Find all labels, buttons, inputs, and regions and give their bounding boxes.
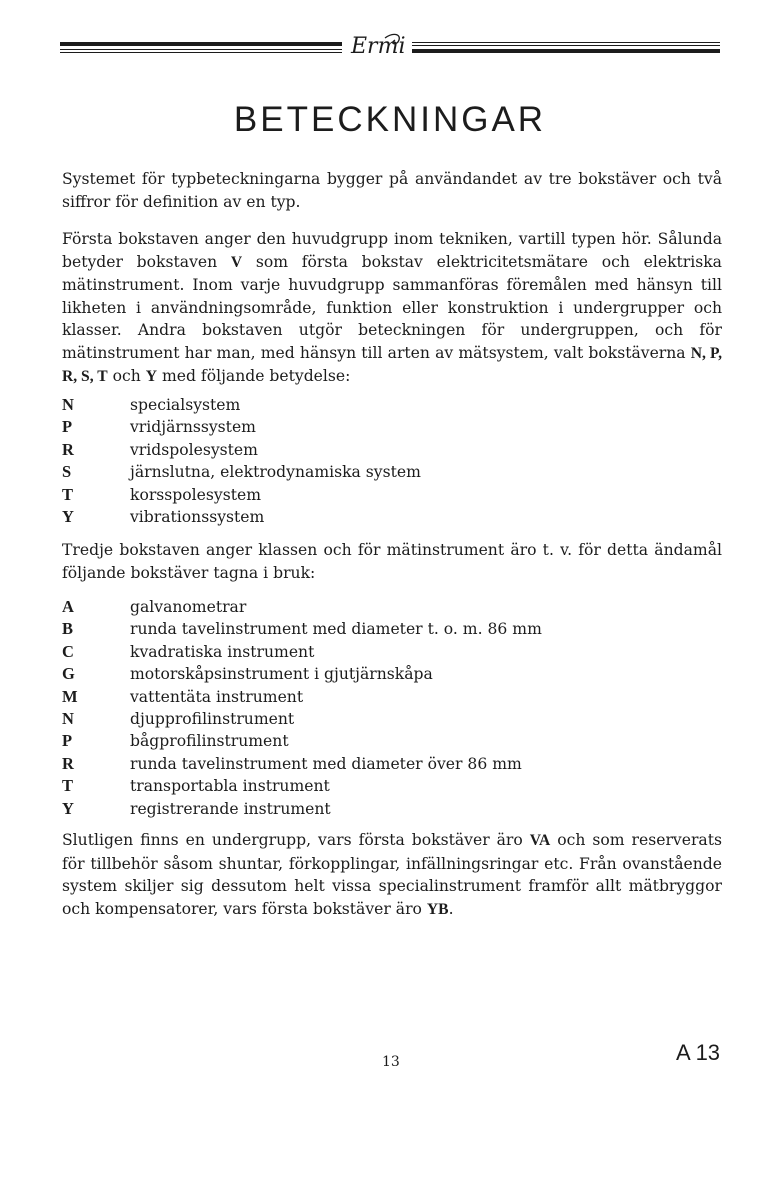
class-item — [62, 753, 722, 775]
system-item — [62, 506, 722, 528]
letter-y: Y — [145, 368, 158, 385]
system-code: N — [62, 395, 74, 414]
intro-paragraph: Systemet för typbeteckningarna bygger på användandet av tre bokstäver och två siffror för definition av en typ. — [62, 170, 722, 211]
class-description: transportabla instrument — [130, 777, 330, 796]
letters-yb: YB — [426, 900, 449, 918]
class-item — [62, 596, 722, 618]
class-code: R — [62, 753, 74, 773]
reserved-text-2: och som reserverats för tillbehör såsom shuntar, förkopplingar, infällningsringar etc. Från ovanstående system skiljer sig dessutom helt vissa specialinstrument framför allt mätbryggor och kompensatorer, vars första bokstäver äro — [62, 831, 722, 918]
groups-text-2: som första bokstav elektricitetsmätare och elektriska mätinstrument. Inom varje huvudgrupp sammanföras föremålen med hänsyn till likheten i användningsområde, funktion eller konstruktion i undergrupper och klasser. Andra bokstaven utgör beteckningen för undergruppen, och för mätinstrument har man, med hänsyn till arten av mätsystem, valt bokstäverna — [62, 252, 722, 362]
class-code: A — [62, 597, 74, 616]
page-title: BETECKNINGAR — [233, 100, 547, 139]
class-item — [62, 775, 722, 797]
class-code: C — [62, 641, 74, 661]
system-item — [62, 416, 722, 438]
ermi-logo — [345, 26, 411, 66]
class-item — [62, 798, 722, 820]
system-item — [62, 394, 722, 416]
class-code: Y — [62, 798, 74, 818]
class-item — [62, 686, 722, 708]
class-description: motorskåpsinstrument i gjutjärnskåpa — [130, 665, 433, 684]
class-code: N — [62, 709, 74, 729]
class-item — [62, 730, 722, 752]
system-code: P — [62, 417, 73, 437]
system-item — [62, 439, 722, 461]
class-description: galvanometrar — [130, 598, 247, 616]
class-description: bågprofilinstrument — [130, 732, 289, 751]
letters-va: VA — [529, 832, 551, 849]
system-description: specialsystem — [130, 396, 241, 414]
reserved-text-1: Slutligen finns en undergrupp, vars första bokstäver äro — [62, 831, 530, 849]
system-code: S — [62, 462, 72, 482]
class-code: P — [62, 731, 73, 751]
class-code: G — [62, 664, 75, 684]
system-description: vibrationssystem — [130, 508, 265, 527]
class-description: registrerande instrument — [130, 799, 331, 818]
system-code: R — [62, 439, 74, 459]
groups-och: och — [107, 367, 146, 385]
class-description: vattentäta instrument — [130, 687, 304, 706]
system-code: Y — [62, 507, 74, 527]
header-rule-right — [412, 38, 720, 60]
page-code: A 13 — [676, 1040, 721, 1065]
system-description: järnslutna, elektrodynamiska system — [130, 463, 421, 482]
class-description: djupprofilinstrument — [130, 710, 295, 729]
system-item — [62, 484, 722, 506]
systems-list — [62, 394, 722, 528]
reserved-end: . — [448, 899, 454, 918]
groups-text-1: Första bokstaven anger den huvudgrupp inom tekniken, vartill typen hör. Sålunda betyder bokstaven — [62, 230, 722, 271]
class-description: runda tavelinstrument med diameter över 86 mm — [130, 754, 522, 773]
classes-paragraph: Tredje bokstaven anger klassen och för mätinstrument äro t. v. för detta ändamål följande bokstäver tagna i bruk: — [62, 541, 722, 582]
system-description: vridspolesystem — [130, 440, 258, 459]
classes-list — [62, 596, 722, 820]
groups-text-3: med följande betydelse: — [157, 367, 351, 385]
letter-v: V — [230, 253, 243, 271]
class-code: T — [62, 776, 74, 796]
system-description: vridjärnssystem — [130, 418, 256, 437]
class-item — [62, 708, 722, 730]
reserved-paragraph — [62, 829, 722, 921]
header-rule-left — [60, 38, 342, 60]
class-code: M — [62, 686, 78, 706]
class-description: kvadratiska instrument — [130, 642, 315, 661]
letters-nprst: N, P, R, S, T — [62, 344, 722, 385]
page-number: 13 — [382, 1054, 400, 1070]
class-item — [62, 641, 722, 663]
logo-text: Ermi — [351, 34, 406, 59]
class-item — [62, 618, 722, 640]
system-description: korsspolesystem — [130, 485, 261, 504]
system-item — [62, 461, 722, 483]
groups-paragraph — [62, 228, 722, 389]
system-code: T — [62, 484, 74, 504]
class-code: B — [62, 619, 74, 639]
class-item — [62, 663, 722, 685]
class-description: runda tavelinstrument med diameter t. o. m. 86 mm — [130, 620, 542, 639]
